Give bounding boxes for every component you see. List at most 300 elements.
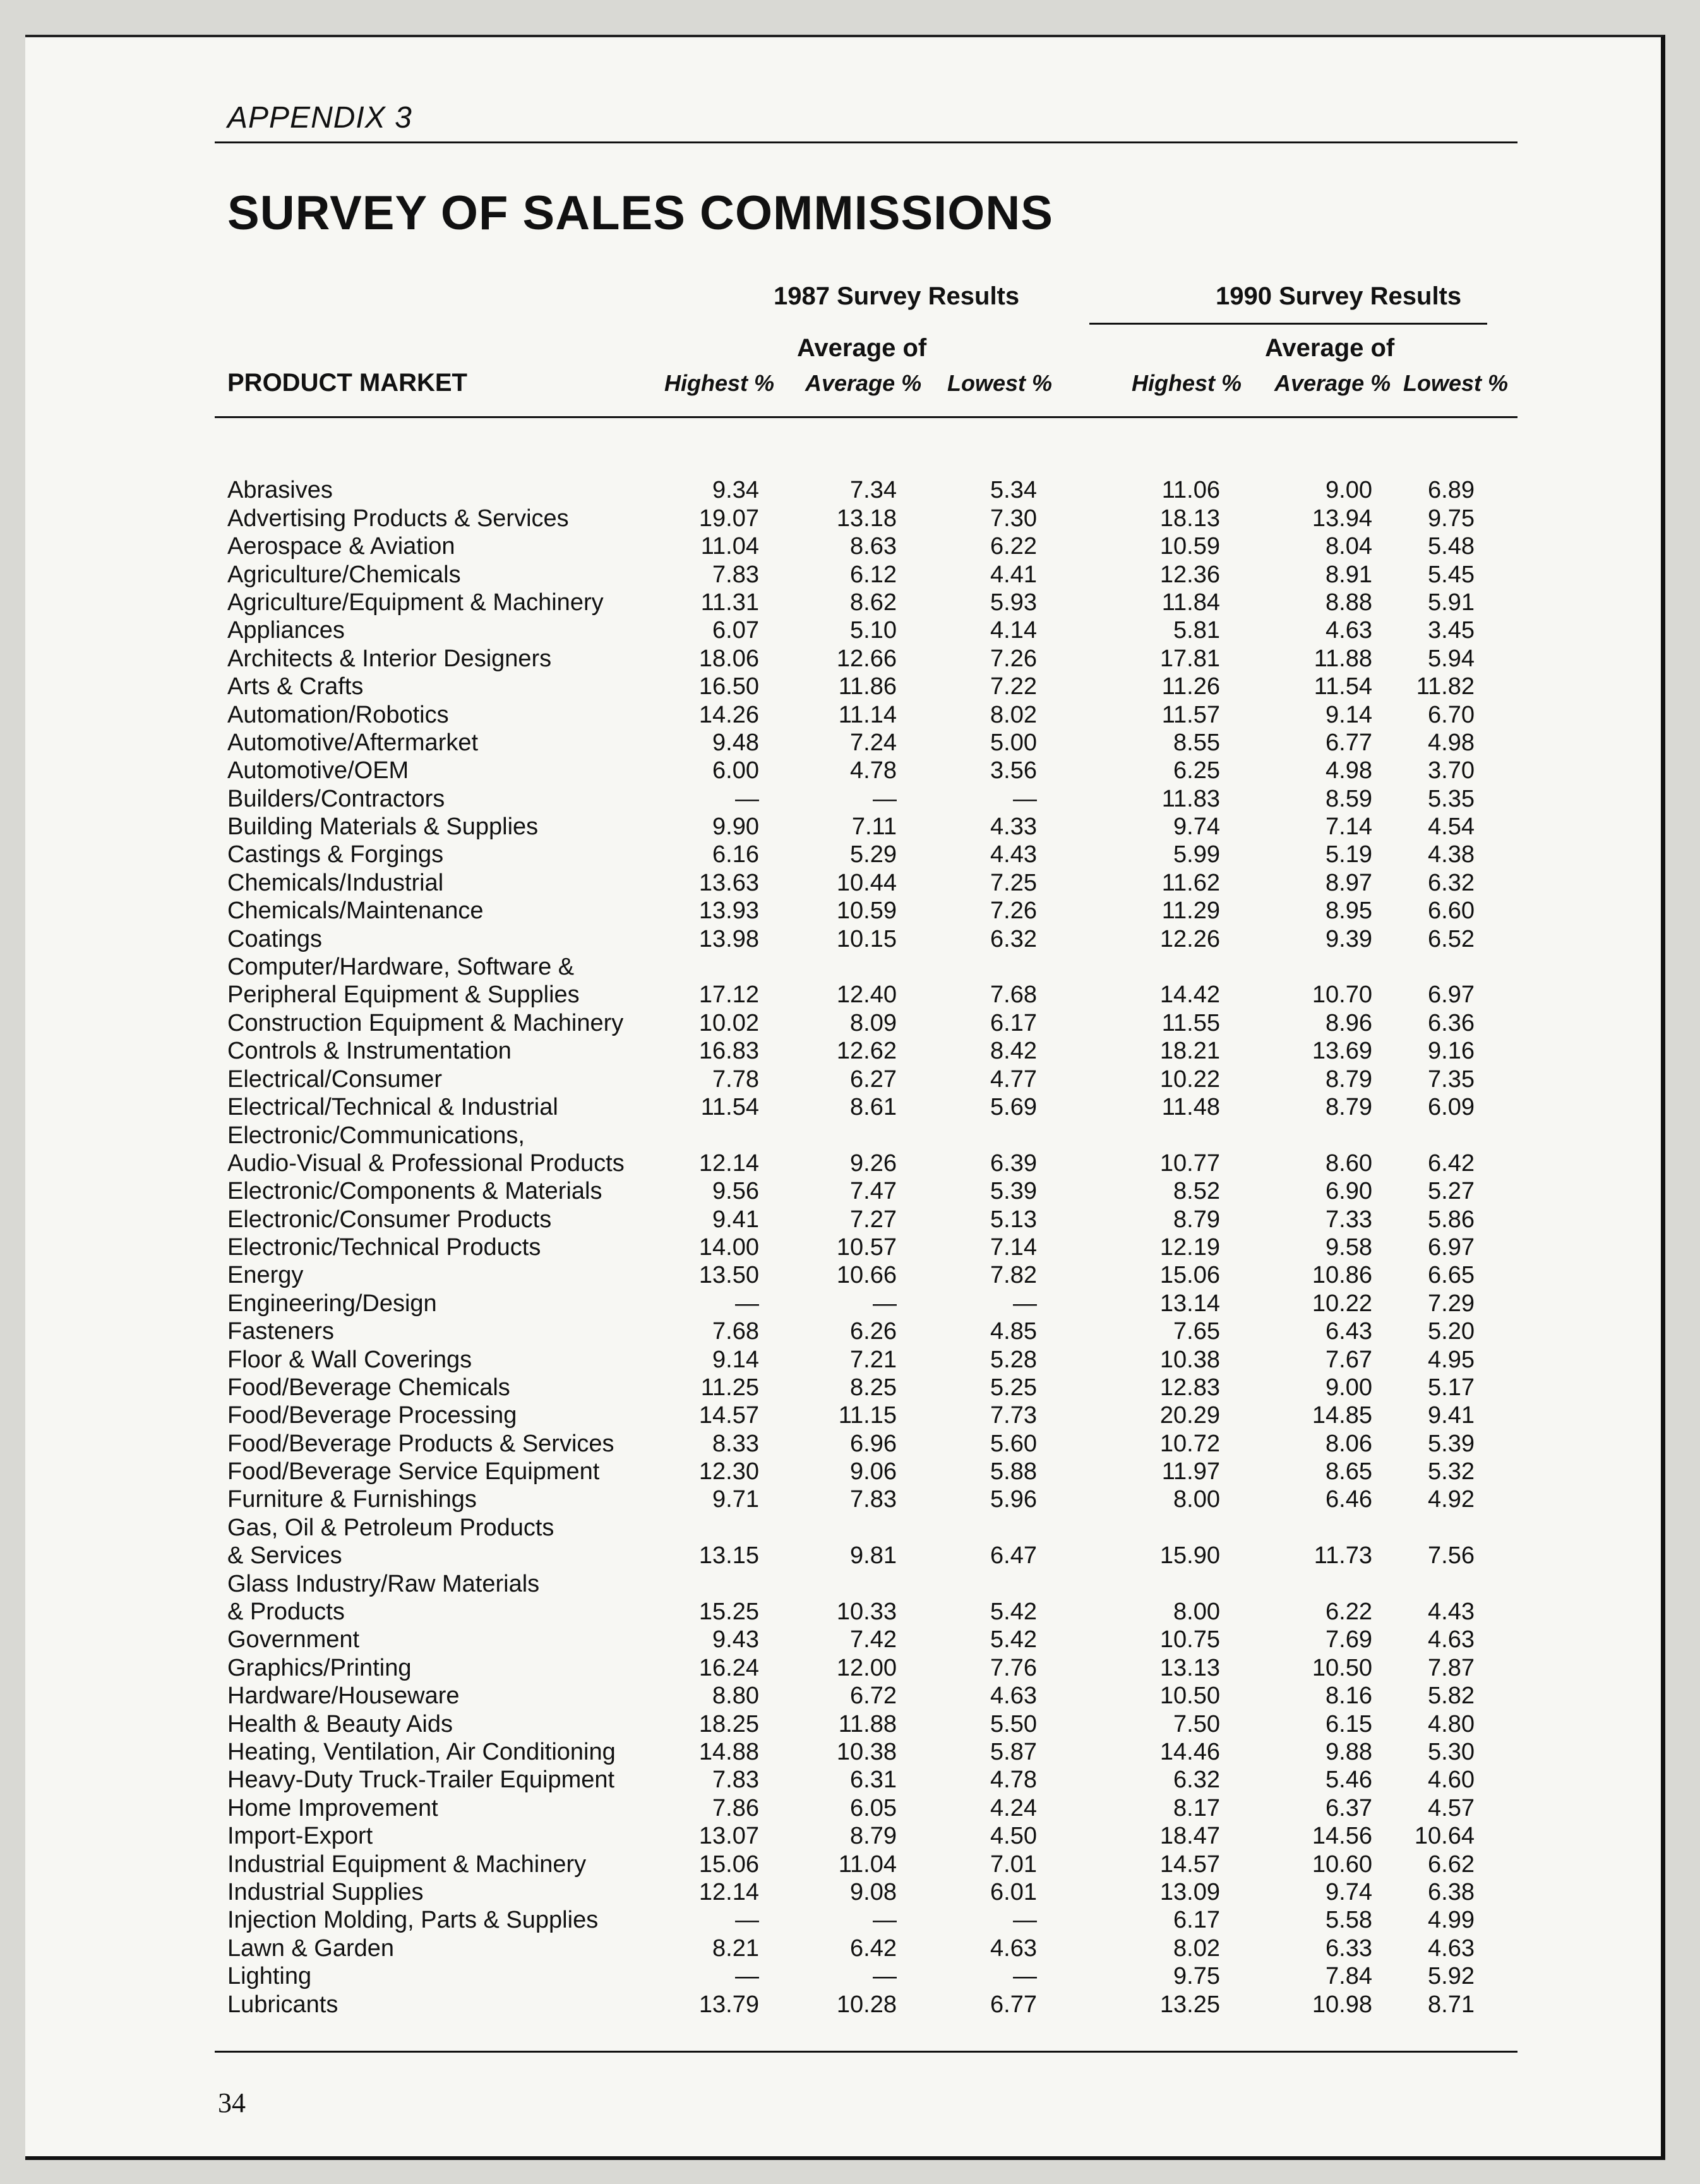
cell-lowest-1990: 4.63 [1428,1626,1475,1653]
cell-average-1987: 10.38 [836,1739,897,1766]
table-row [25,476,1661,504]
table-row [25,1289,1661,1317]
product-market-name-line: Electronic/Communications, [227,1122,525,1149]
product-market-name [227,1009,623,1037]
product-market-name-line: Castings & Forgings [227,841,444,868]
cell-average-1987: — [873,1907,897,1934]
cell-average-1990: 7.67 [1326,1346,1372,1373]
cell-average-1987: — [873,1290,897,1317]
cell-highest-1990: 20.29 [1159,1402,1220,1429]
product-market-name-line: Advertising Products & Services [227,505,569,532]
cell-highest-1987: 11.31 [700,589,759,616]
table-row [25,1682,1661,1710]
product-market-name [227,1514,554,1569]
cell-highest-1990: 8.55 [1173,729,1220,756]
cell-highest-1990: 5.81 [1173,617,1220,644]
cell-average-1990: 4.98 [1326,757,1372,784]
product-market-name [227,1401,517,1429]
cell-average-1987: 12.40 [836,981,897,1009]
cell-average-1987: 10.59 [836,897,897,925]
cell-lowest-1987: 5.39 [990,1178,1037,1205]
cell-average-1990: 8.96 [1326,1009,1372,1036]
commission-table [25,476,1661,2019]
table-row [25,1485,1661,1513]
cell-highest-1987: 6.07 [712,617,759,644]
cell-lowest-1987: 7.14 [990,1233,1037,1261]
cell-average-1990: 14.56 [1312,1823,1372,1850]
cell-highest-1990: 15.06 [1159,1262,1220,1289]
cell-lowest-1987: 6.77 [990,1991,1037,2018]
cell-average-1987: 6.26 [850,1318,897,1345]
cell-average-1987: 8.79 [850,1823,897,1850]
cell-highest-1987: 7.83 [712,1767,759,1794]
product-market-name [227,1037,512,1065]
page-number: 34 [218,2087,246,2118]
cell-highest-1990: 11.29 [1161,897,1220,925]
cell-average-1990: 10.86 [1312,1262,1372,1289]
cell-lowest-1990: 5.35 [1428,785,1475,812]
cell-highest-1987: — [735,1290,759,1317]
cell-highest-1987: 13.15 [698,1542,759,1569]
cell-lowest-1987: 4.43 [990,841,1037,868]
cell-average-1990: 8.06 [1326,1430,1372,1457]
cell-lowest-1990: 4.98 [1428,729,1475,756]
cell-highest-1990: 6.25 [1173,757,1220,784]
cell-average-1990: 9.00 [1326,477,1372,504]
cell-lowest-1987: 4.14 [990,617,1037,644]
cell-lowest-1987: 7.26 [990,897,1037,925]
cell-highest-1990: 10.50 [1159,1683,1220,1710]
cell-highest-1987: 9.90 [712,813,759,841]
product-market-name [227,1122,625,1177]
cell-average-1987: 7.11 [851,813,897,841]
cell-highest-1990: 8.00 [1173,1486,1220,1513]
cell-average-1987: — [873,1963,897,1990]
cell-highest-1990: 14.42 [1159,981,1220,1009]
product-market-name-line: Floor & Wall Coverings [227,1346,472,1373]
cell-average-1987: 9.26 [850,1149,897,1177]
cell-highest-1990: 9.75 [1173,1963,1220,1990]
product-market-name-line: Food/Beverage Products & Services [227,1430,614,1457]
cell-lowest-1990: 5.27 [1428,1178,1475,1205]
cell-highest-1990: 11.26 [1161,673,1220,700]
product-market-name-line: Building Materials & Supplies [227,813,539,841]
cell-highest-1987: 8.33 [712,1430,759,1457]
cell-average-1990: 6.22 [1326,1599,1372,1626]
table-row [25,673,1661,700]
cell-lowest-1987: 7.25 [990,869,1037,896]
cell-average-1987: 13.18 [836,505,897,532]
cell-lowest-1987: 5.28 [990,1346,1037,1373]
cell-highest-1987: 8.80 [712,1683,759,1710]
cell-lowest-1987: 4.50 [990,1823,1037,1850]
col-average-1987: Average % [805,370,922,396]
product-market-name-line: Graphics/Printing [227,1654,412,1681]
cell-lowest-1990: 7.56 [1428,1542,1475,1569]
cell-average-1987: 10.44 [836,869,897,896]
table-row [25,1990,1661,2018]
product-market-heading: PRODUCT MARKET [227,369,467,397]
cell-lowest-1990: 7.87 [1428,1654,1475,1681]
product-market-name-line: Heavy-Duty Truck-Trailer Equipment [227,1767,615,1794]
cell-highest-1990: 18.47 [1159,1823,1220,1850]
product-market-name [227,1317,334,1345]
product-market-name-line: Furniture & Furnishings [227,1486,477,1513]
cell-highest-1987: 12.14 [698,1149,759,1177]
table-row [25,1177,1661,1205]
cell-average-1990: 8.95 [1326,897,1372,925]
cell-lowest-1987: 5.88 [990,1458,1037,1485]
cell-average-1990: 13.94 [1312,505,1372,532]
cell-highest-1990: 11.57 [1161,701,1220,728]
group-1987-heading: 1987 Survey Results [774,282,1020,310]
cell-lowest-1987: 7.01 [990,1851,1037,1878]
product-market-name-line: Agriculture/Chemicals [227,561,461,588]
product-market-name-line: Builders/Contractors [227,785,445,812]
cell-lowest-1987: — [1013,1963,1037,1990]
cell-average-1987: 11.14 [838,701,897,728]
table-row [25,1850,1661,1878]
cell-highest-1987: 11.54 [700,1094,759,1120]
product-market-name-line: Injection Molding, Parts & Supplies [227,1907,599,1934]
cell-highest-1990: 7.50 [1173,1710,1220,1737]
cell-lowest-1987: 7.22 [990,673,1037,700]
cell-average-1990: 8.59 [1326,785,1372,812]
product-market-name [227,1206,551,1233]
product-market-name [227,1177,602,1205]
appendix-label: APPENDIX 3 [227,101,412,135]
cell-lowest-1990: 6.52 [1428,925,1475,952]
cell-lowest-1987: 4.24 [990,1794,1037,1821]
cell-highest-1990: 12.83 [1159,1374,1220,1401]
product-market-name [227,1962,311,1990]
cell-lowest-1987: 8.02 [990,701,1037,728]
cell-lowest-1987: 7.82 [990,1262,1037,1289]
product-market-name [227,1654,411,1682]
cell-highest-1990: 12.36 [1159,561,1220,588]
table-row [25,1569,1661,1626]
cell-average-1990: 8.16 [1326,1683,1372,1710]
product-market-name-line: Chemicals/Industrial [227,869,444,896]
cell-lowest-1990: 6.62 [1428,1851,1475,1878]
cell-average-1990: 7.33 [1326,1206,1372,1233]
product-market-name [227,1710,453,1738]
cell-lowest-1990: 4.92 [1428,1486,1475,1513]
table-row [25,1710,1661,1737]
cell-average-1990: 5.58 [1326,1907,1372,1934]
cell-lowest-1987: 5.93 [990,589,1037,616]
product-market-name-line: Glass Industry/Raw Materials [227,1571,540,1598]
product-market-name [227,505,569,532]
cell-average-1990: 9.39 [1326,925,1372,952]
cell-highest-1987: 15.25 [698,1599,759,1626]
table-row [25,1037,1661,1065]
product-market-name [227,1261,303,1289]
product-market-name-line: Industrial Equipment & Machinery [227,1851,587,1878]
table-row [25,1261,1661,1289]
cell-highest-1990: 12.26 [1159,925,1220,952]
cell-lowest-1990: 4.99 [1428,1907,1475,1934]
cell-highest-1987: 7.83 [712,561,759,588]
table-row [25,589,1661,616]
page-title: SURVEY OF SALES COMMISSIONS [227,186,1053,240]
cell-lowest-1990: 5.48 [1428,533,1475,560]
product-market-name-line: & Products [227,1599,345,1626]
cell-highest-1987: 13.93 [698,897,759,925]
cell-lowest-1990: 6.97 [1428,981,1475,1009]
cell-average-1990: 8.79 [1326,1094,1372,1120]
product-market-name-line: & Services [227,1542,342,1569]
cell-lowest-1987: — [1013,1907,1037,1934]
table-row [25,1766,1661,1794]
table-row [25,1093,1661,1121]
cell-highest-1990: 6.32 [1173,1767,1220,1794]
cell-average-1987: 7.83 [850,1486,897,1513]
product-market-name-line: Lawn & Garden [227,1935,395,1962]
cell-highest-1987: 14.57 [698,1402,759,1429]
cell-lowest-1987: 7.30 [990,505,1037,532]
cell-highest-1990: 8.00 [1173,1599,1220,1626]
cell-lowest-1990: 6.09 [1428,1094,1475,1120]
cell-average-1987: 12.66 [836,645,897,672]
table-row [25,1626,1661,1653]
product-market-name-line: Health & Beauty Aids [227,1710,453,1737]
footer-rule [215,2051,1517,2053]
product-market-name [227,1794,438,1822]
cell-highest-1987: 12.30 [698,1458,759,1485]
table-row [25,1345,1661,1373]
cell-average-1987: 11.15 [838,1402,897,1429]
table-row [25,560,1661,588]
table-row [25,1401,1661,1429]
product-market-name [227,561,461,589]
cell-highest-1990: 11.84 [1161,589,1220,616]
cell-lowest-1987: 3.56 [990,757,1037,784]
cell-average-1990: 8.60 [1326,1149,1372,1177]
product-market-name-line: Abrasives [227,477,333,504]
cell-average-1987: 6.96 [850,1430,897,1457]
cell-average-1987: 9.08 [850,1878,897,1905]
product-market-name [227,1430,614,1458]
cell-lowest-1987: 5.25 [990,1374,1037,1401]
cell-average-1990: 13.69 [1312,1038,1372,1065]
cell-average-1987: 7.47 [850,1178,897,1205]
cell-highest-1990: 14.57 [1159,1851,1220,1878]
cell-average-1990: 11.73 [1314,1542,1372,1569]
product-market-name-line: Engineering/Design [227,1290,437,1317]
cell-highest-1987: 14.00 [698,1233,759,1261]
cell-lowest-1990: 5.32 [1428,1458,1475,1485]
table-row [25,1794,1661,1821]
cell-lowest-1990: 8.71 [1428,1991,1475,2018]
cell-average-1990: 11.54 [1314,673,1372,700]
cell-average-1987: 8.09 [850,1009,897,1036]
cell-highest-1987: 9.41 [712,1206,759,1233]
cell-average-1987: 9.81 [850,1542,897,1569]
cell-highest-1987: 8.21 [712,1935,759,1962]
cell-average-1987: 6.05 [850,1794,897,1821]
cell-highest-1990: 11.97 [1161,1458,1220,1485]
cell-average-1990: 8.65 [1326,1458,1372,1485]
cell-highest-1990: 18.13 [1159,505,1220,532]
cell-average-1987: 5.29 [850,841,897,868]
cell-average-1990: 7.84 [1326,1963,1372,1990]
cell-average-1987: 12.00 [836,1654,897,1681]
cell-lowest-1990: 4.54 [1428,813,1475,841]
table-row [25,1878,1661,1906]
cell-lowest-1987: 7.68 [990,981,1037,1009]
product-market-name [227,1738,616,1766]
table-row [25,953,1661,1009]
cell-average-1990: 6.46 [1326,1486,1372,1513]
cell-highest-1987: 16.83 [698,1038,759,1065]
product-market-name-line: Energy [227,1262,304,1289]
product-market-name [227,1485,477,1513]
cell-lowest-1990: 4.95 [1428,1346,1475,1373]
cell-average-1990: 5.46 [1326,1767,1372,1794]
cell-average-1987: 10.66 [836,1262,897,1289]
product-market-name [227,1570,539,1626]
cell-highest-1987: 13.79 [698,1991,759,2018]
cell-highest-1987: 15.06 [698,1851,759,1878]
cell-highest-1990: 13.25 [1159,1991,1220,2018]
product-market-name-line: Heating, Ventilation, Air Conditioning [227,1739,616,1766]
cell-lowest-1990: 5.82 [1428,1683,1475,1710]
cell-lowest-1987: — [1013,785,1037,812]
cell-average-1990: 9.74 [1326,1878,1372,1905]
table-row [25,504,1661,532]
cell-average-1987: 10.57 [836,1233,897,1261]
cell-highest-1987: 13.63 [698,869,759,896]
product-market-name-line: Agriculture/Equipment & Machinery [227,589,604,616]
cell-average-1990: 9.14 [1326,701,1372,728]
cell-average-1987: 6.12 [850,561,897,588]
table-header-rule [215,416,1517,418]
product-market-name-line: Lubricants [227,1991,338,2018]
cell-highest-1990: 5.99 [1173,841,1220,868]
cell-highest-1990: 9.74 [1173,813,1220,841]
product-market-name-line: Chemicals/Maintenance [227,897,484,925]
product-market-name [227,1626,359,1653]
product-market-name-line: Electronic/Technical Products [227,1233,541,1261]
average-of-1990: Average of [1265,334,1395,362]
cell-average-1987: 6.31 [850,1767,897,1794]
table-row [25,1429,1661,1457]
cell-average-1990: 8.97 [1326,869,1372,896]
cell-lowest-1987: 4.63 [990,1683,1037,1710]
product-market-name [227,785,445,813]
cell-lowest-1990: 6.70 [1428,701,1475,728]
cell-lowest-1987: 5.87 [990,1739,1037,1766]
cell-lowest-1987: — [1013,1290,1037,1317]
cell-average-1990: 11.88 [1314,645,1372,672]
table-row [25,1121,1661,1177]
table-row [25,616,1661,644]
cell-average-1987: 11.86 [838,673,897,700]
cell-lowest-1987: 6.39 [990,1149,1037,1177]
cell-average-1990: 6.33 [1326,1935,1372,1962]
cell-lowest-1987: 4.85 [990,1318,1037,1345]
cell-lowest-1990: 4.43 [1428,1599,1475,1626]
product-market-name [227,1822,373,1850]
cell-highest-1987: 16.50 [698,673,759,700]
cell-average-1990: 10.22 [1312,1290,1372,1317]
cell-lowest-1990: 5.92 [1428,1963,1475,1990]
cell-lowest-1987: 4.63 [990,1935,1037,1962]
table-row [25,757,1661,784]
cell-average-1990: 9.00 [1326,1374,1372,1401]
product-market-name [227,476,333,504]
product-market-name [227,532,455,560]
cell-highest-1987: 17.12 [698,981,759,1009]
cell-lowest-1990: 5.91 [1428,589,1475,616]
cell-average-1987: 7.34 [850,477,897,504]
cell-lowest-1987: 7.26 [990,645,1037,672]
cell-highest-1990: 8.02 [1173,1935,1220,1962]
cell-average-1990: 7.14 [1326,813,1372,841]
cell-lowest-1990: 3.45 [1428,617,1475,644]
cell-average-1987: 5.10 [850,617,897,644]
cell-lowest-1990: 6.60 [1428,897,1475,925]
cell-average-1990: 6.37 [1326,1794,1372,1821]
table-row [25,1962,1661,1990]
cell-lowest-1987: 7.76 [990,1654,1037,1681]
product-market-name [227,869,443,897]
cell-lowest-1990: 6.36 [1428,1009,1475,1036]
cell-average-1987: 7.27 [850,1206,897,1233]
table-row [25,1738,1661,1766]
product-market-name [227,645,551,673]
cell-average-1990: 4.63 [1326,617,1372,644]
product-market-name [227,1682,460,1710]
product-market-name [227,1065,442,1093]
cell-lowest-1990: 4.38 [1428,841,1475,868]
product-market-name-line: Automotive/Aftermarket [227,729,479,756]
table-row [25,897,1661,925]
cell-highest-1987: — [735,1907,759,1934]
cell-lowest-1987: 5.34 [990,477,1037,504]
cell-average-1990: 10.70 [1312,981,1372,1009]
cell-highest-1990: 8.79 [1173,1206,1220,1233]
col-lowest-1987: Lowest % [947,370,1053,396]
product-market-name [227,813,538,841]
product-market-name [227,589,604,616]
table-row [25,1233,1661,1261]
product-market-name [227,673,363,700]
cell-highest-1987: 14.26 [698,701,759,728]
cell-average-1987: 10.33 [836,1599,897,1626]
product-market-name-line: Food/Beverage Processing [227,1402,517,1429]
table-row [25,532,1661,560]
cell-highest-1987: 11.04 [700,533,759,560]
table-row [25,841,1661,868]
cell-highest-1990: 13.09 [1159,1878,1220,1905]
cell-average-1987: 12.62 [836,1038,897,1065]
cell-average-1987: 7.42 [850,1626,897,1653]
product-market-name-line: Audio-Visual & Professional Products [227,1149,625,1177]
cell-lowest-1990: 4.80 [1428,1710,1475,1737]
product-market-name [227,1991,338,2019]
cell-highest-1987: 6.00 [712,757,759,784]
cell-lowest-1990: 5.94 [1428,645,1475,672]
product-market-name-line: Electronic/Components & Materials [227,1178,602,1205]
cell-average-1990: 14.85 [1312,1402,1372,1429]
cell-lowest-1990: 5.17 [1428,1374,1475,1401]
cell-highest-1990: 14.46 [1159,1739,1220,1766]
product-market-name-line: Hardware/Houseware [227,1683,460,1710]
cell-average-1990: 8.79 [1326,1065,1372,1093]
table-row [25,1374,1661,1401]
